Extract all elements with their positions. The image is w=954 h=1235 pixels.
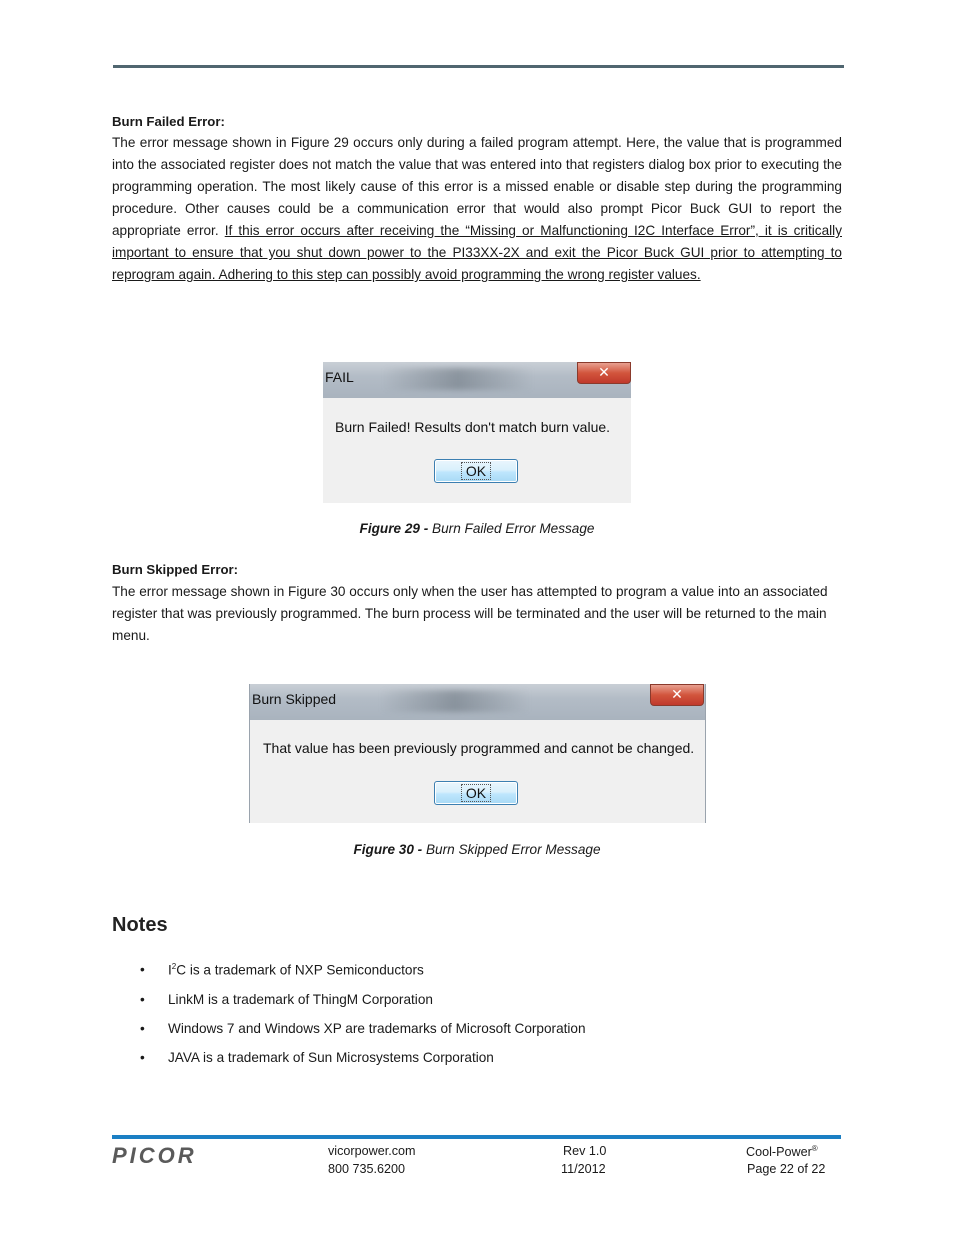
footer-rule	[112, 1135, 841, 1139]
close-icon[interactable]: ✕	[650, 684, 704, 706]
close-icon[interactable]: ✕	[577, 362, 631, 384]
burn-failed-dialog	[323, 362, 631, 503]
figure30-caption: Figure 30 - Burn Skipped Error Message	[353, 842, 601, 857]
dialog-message: That value has been previously programmed and cannot be changed.	[263, 740, 695, 756]
header-rule	[113, 65, 844, 68]
footer-phone: 800 735.6200	[328, 1162, 406, 1176]
dialog-title: Burn Skipped	[252, 691, 337, 707]
dialog-title: FAIL	[325, 369, 354, 385]
footer-website[interactable]: vicorpower.com	[328, 1144, 416, 1158]
ok-button[interactable]: OK	[434, 781, 518, 805]
dialog-title-bar	[323, 362, 631, 398]
footer-revision: Rev 1.0	[563, 1144, 607, 1158]
burn-failed-heading: Burn Failed Error:	[112, 114, 225, 129]
dialog-title-bar	[250, 684, 705, 720]
notes-heading: Notes	[112, 914, 168, 936]
bullet-icon: •	[140, 1021, 145, 1036]
footer-product: Cool-Power®	[746, 1144, 818, 1160]
bullet-icon: •	[140, 992, 145, 1007]
figure29-caption: Figure 29 - Burn Failed Error Message	[359, 521, 595, 536]
dialog-message: Burn Failed! Results don't match burn value.	[335, 419, 611, 435]
bullet-icon: •	[140, 1050, 145, 1065]
burn-skipped-heading: Burn Skipped Error:	[112, 562, 239, 577]
bullet-icon: •	[140, 962, 145, 977]
picor-logo: PICOR	[112, 1143, 197, 1168]
burn-failed-warning: If this error occurs after receiving the “Missing or Malfunctioning I2C Interface Error”, it is critically important to ensure that you shut down power to the PI33XX-2X and exit the Picor Buck GUI prior to attempting to reprogram again. Adhering to this step can possibly avoid programming the wrong register values.	[112, 223, 842, 282]
burn-skipped-paragraph: The error message shown in Figure 30 occurs only when the user has attempted to program a value into an associated register that was previously programmed. The burn process will be terminated and the user will be returned to the main menu.	[112, 584, 828, 643]
dialog-body	[323, 398, 631, 503]
burn-failed-paragraph	[112, 132, 842, 286]
burn-skipped-dialog	[249, 684, 706, 823]
ok-button[interactable]: OK	[434, 459, 518, 483]
burn-failed-body: The error message shown in Figure 29 occurs only during a failed program attempt. Here, the value that is programmed into the associated register does not match the value that was entered into that registers dialog box prior to executing the programming operation. The most likely cause of this error is a missed enable or disable step during the programming procedure. Other causes could be a communication error that would also prompt Picor Buck GUI to report the appropriate error.	[112, 135, 842, 238]
footer-date: 11/2012	[561, 1162, 606, 1176]
dialog-body	[250, 720, 705, 823]
footer-page-number: Page 22 of 22	[747, 1162, 826, 1176]
